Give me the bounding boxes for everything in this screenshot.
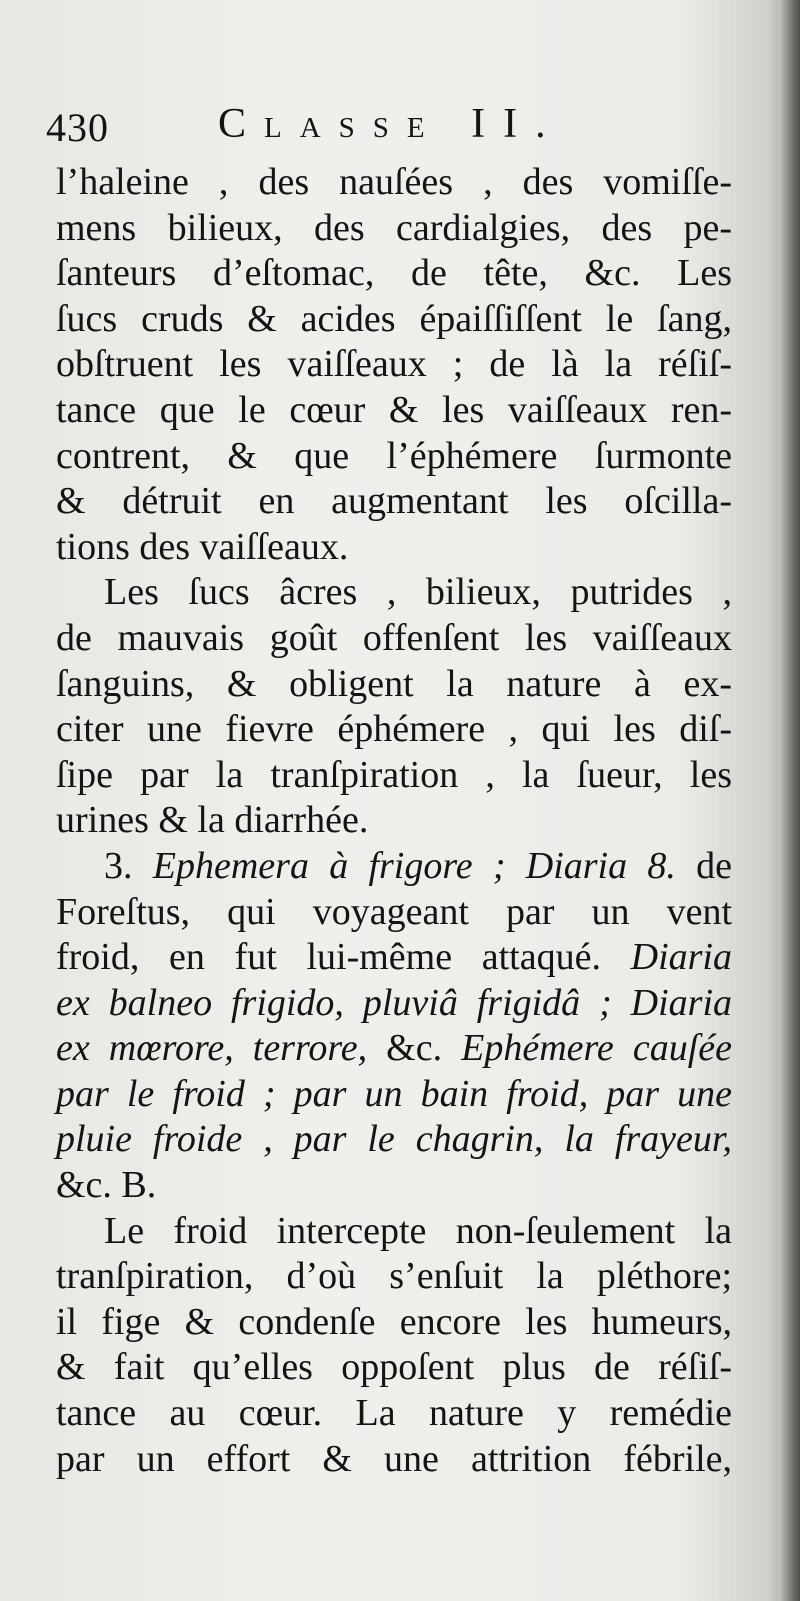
text-line bbox=[56, 1117, 732, 1163]
text-segment: froid, en fut lui-même attaqué. bbox=[56, 936, 631, 979]
italic-segment: Ephemera à frigore ; Diaria 8. bbox=[152, 844, 676, 887]
text-line: l’haleine , des nauſées , des vomiſſe- bbox=[56, 161, 732, 203]
page-header bbox=[46, 100, 746, 160]
text-line: obſtruent les vaiſſeaux ; de là la réſiſ- bbox=[56, 343, 732, 386]
text-segment: Foreſtus, qui voyageant par un vent bbox=[56, 890, 732, 933]
text-line: citer une fievre éphémere , qui les diſ- bbox=[56, 708, 732, 751]
text-line bbox=[56, 1072, 732, 1118]
text-line: par un effort & une attrition fébrile, bbox=[56, 1437, 732, 1480]
italic-segment: par le froid ; par un bain froid, par une bbox=[56, 1072, 732, 1115]
italic-segment: Ephémere cauſée bbox=[461, 1027, 732, 1070]
text-line: ſucs cruds & acides épaiſſiſſent le ſang, bbox=[56, 297, 732, 340]
text-line bbox=[56, 844, 732, 890]
text-line: mens bilieux, des cardialgies, des pe- bbox=[56, 206, 732, 249]
text-line: & détruit en augmentant les oſcilla- bbox=[56, 480, 732, 523]
text-line: de mauvais goût offenſent les vaiſſeaux bbox=[56, 616, 732, 659]
text-line bbox=[56, 1026, 732, 1072]
page-number: 430 bbox=[46, 105, 109, 150]
text-segment: &c. B. bbox=[56, 1164, 157, 1207]
text-segment: de bbox=[675, 844, 732, 887]
italic-segment: ex balneo frigido, pluviâ frigidâ ; Diaria bbox=[56, 981, 732, 1024]
paragraph-block-3 bbox=[56, 1209, 732, 1483]
text-line bbox=[56, 935, 732, 981]
text-line: contrent, & que l’éphémere ſurmonte bbox=[56, 434, 732, 477]
running-title: Classe II. bbox=[218, 101, 564, 147]
text-line bbox=[56, 1163, 732, 1209]
body-text bbox=[56, 160, 732, 1482]
text-line: urines & la diarrhée. bbox=[56, 799, 369, 842]
text-line: tance que le cœur & les vaiſſeaux ren- bbox=[56, 388, 732, 431]
text-line bbox=[56, 890, 732, 936]
text-line bbox=[56, 981, 732, 1027]
text-line: ſipe par la tranſpiration , la ſueur, les bbox=[56, 753, 732, 796]
italic-segment: ex mœrore, terrore, bbox=[56, 1027, 387, 1070]
text-line: Le froid intercepte non-ſeulement la bbox=[104, 1209, 732, 1252]
page-edge-shadow bbox=[778, 0, 800, 1601]
italic-segment: pluie froide , par le chagrin, la frayeur, bbox=[56, 1118, 732, 1161]
text-segment: 3. bbox=[104, 844, 153, 887]
text-line: tranſpiration, d’où s’enſuit la pléthore; bbox=[56, 1255, 732, 1298]
text-line: & fait qu’elles oppoſent plus de réſiſ- bbox=[56, 1346, 732, 1389]
paragraph-block-1 bbox=[56, 160, 732, 844]
text-line: tions des vaiſſeaux. bbox=[56, 525, 349, 568]
text-line: ſanguins, & obligent la nature à ex- bbox=[56, 662, 732, 705]
text-segment: &c. bbox=[386, 1027, 462, 1070]
paragraph-block-2 bbox=[56, 844, 732, 1209]
text-line: Les ſucs âcres , bilieux, putrides , bbox=[104, 571, 732, 614]
text-line: ſanteurs d’eſtomac, de tête, &c. Les bbox=[56, 252, 732, 295]
text-line: tance au cœur. La nature y remédie bbox=[56, 1392, 732, 1435]
text-line: il fige & condenſe encore les humeurs, bbox=[56, 1300, 732, 1343]
italic-segment: Diaria bbox=[630, 936, 732, 979]
